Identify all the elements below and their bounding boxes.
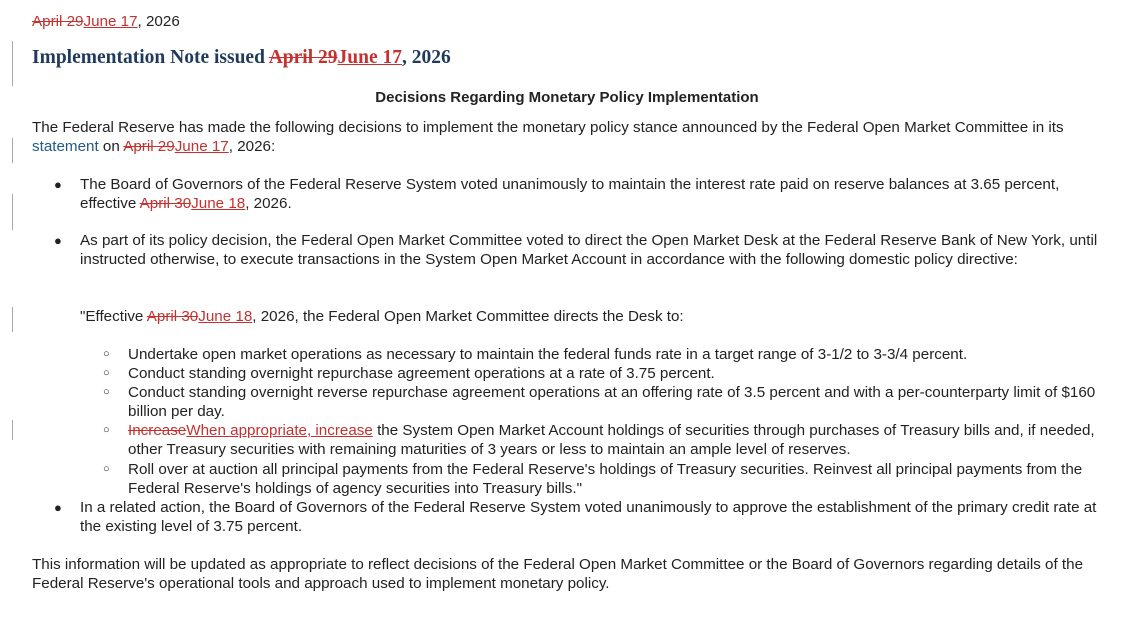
sub-bullet-circle: ○ (103, 386, 110, 398)
title-rest: , 2026 (402, 47, 451, 68)
sub-list-item: Conduct standing overnight reverse repurchase agreement operations at an offering rate of 3.5 percent and with a per-counterparty limit of $160 billion per day. (128, 384, 1096, 420)
quote-deleted-date: April 30 (146, 308, 199, 325)
bullet-dot: ● (54, 500, 62, 515)
sub-bullet-circle: ○ (103, 463, 110, 475)
sub4-inserted-text: When appropriate, increase (186, 422, 373, 439)
date-rest: , 2026 (137, 13, 180, 30)
bullet1-inserted-date: June 18 (191, 195, 246, 212)
change-bar (12, 41, 13, 86)
change-bar (12, 138, 13, 163)
date-line (32, 12, 180, 31)
title-inserted-date: June 17 (337, 47, 402, 68)
sub4-deleted-text: Increase (128, 422, 187, 439)
title-prefix: Implementation Note issued (32, 47, 269, 68)
quote-prefix: "Effective (80, 308, 147, 325)
deleted-date: April 29 (32, 13, 84, 30)
list-item: In a related action, the Board of Governors of the Federal Reserve System voted unanimously to approve the establishment of the primary credit rate at the existing level of 3.75 percent. (80, 499, 1097, 535)
inserted-date: June 17 (83, 13, 138, 30)
statement-link[interactable]: statement (32, 138, 99, 155)
intro-deleted-date: April 29 (123, 138, 175, 155)
intro-mid: on (98, 138, 124, 155)
bullet-dot: ● (54, 233, 62, 248)
sub-list-item: Undertake open market operations as necessary to maintain the federal funds rate in a target range of 3-1/2 to 3-3/4 percent. (128, 346, 968, 363)
intro-paragraph (32, 118, 1107, 156)
intro-rest: , 2026: (228, 138, 276, 155)
change-bar (12, 194, 13, 230)
directive-quote (80, 307, 1110, 326)
sub-list-item: Roll over at auction all principal payments from the Federal Reserve's holdings of Treasury securities. Reinvest all principal payments from the Federal Reserve's holdings of agency securities into Treasury bills." (128, 461, 1083, 497)
quote-rest: , 2026, the Federal Open Market Committee directs the Desk to: (252, 308, 684, 325)
quote-inserted-date: June 18 (198, 308, 253, 325)
intro-text: The Federal Reserve has made the following decisions to implement the monetary policy stance announced by the Federal Open Market Committee in its (32, 119, 1064, 136)
intro-inserted-date: June 17 (174, 138, 229, 155)
sub4-rest: the System Open Market Account holdings of securities through purchases of Treasury bills and, if needed, other Treasury securities with remaining maturities of 3 years or less to maintain an ample level of reserves. (128, 422, 1095, 458)
bullet1-deleted-date: April 30 (139, 195, 192, 212)
sub-list-item: Conduct standing overnight repurchase agreement operations at a rate of 3.75 percent. (128, 365, 715, 382)
bullet1-text: The Board of Governors of the Federal Reserve System voted unanimously to maintain the interest rate paid on reserve balances at 3.65 percent, effective (80, 176, 1060, 212)
sub-bullet-circle: ○ (103, 348, 110, 360)
bullet-dot: ● (54, 177, 62, 192)
list-item (80, 175, 1110, 213)
title-deleted-date: April 29 (268, 47, 338, 68)
sub-list-item (128, 421, 1113, 459)
sub-bullet-circle: ○ (103, 424, 110, 436)
change-bar (12, 420, 13, 440)
sub-bullet-circle: ○ (103, 367, 110, 379)
page-title (32, 45, 451, 71)
section-heading: Decisions Regarding Monetary Policy Implementation (375, 89, 759, 106)
bullet1-rest: , 2026. (245, 195, 292, 212)
list-item: As part of its policy decision, the Federal Open Market Committee voted to direct the Open Market Desk at the Federal Reserve Bank of New York, until instructed otherwise, to execute transactions in the System Open Market Account in accordance with the following domestic policy directive: (80, 232, 1098, 268)
closing-paragraph: This information will be updated as appropriate to reflect decisions of the Federal Open Market Committee or the Board of Governors regarding details of the Federal Reserve's operational tools and approach used to implement monetary policy. (32, 556, 1084, 592)
change-bar (12, 307, 13, 332)
